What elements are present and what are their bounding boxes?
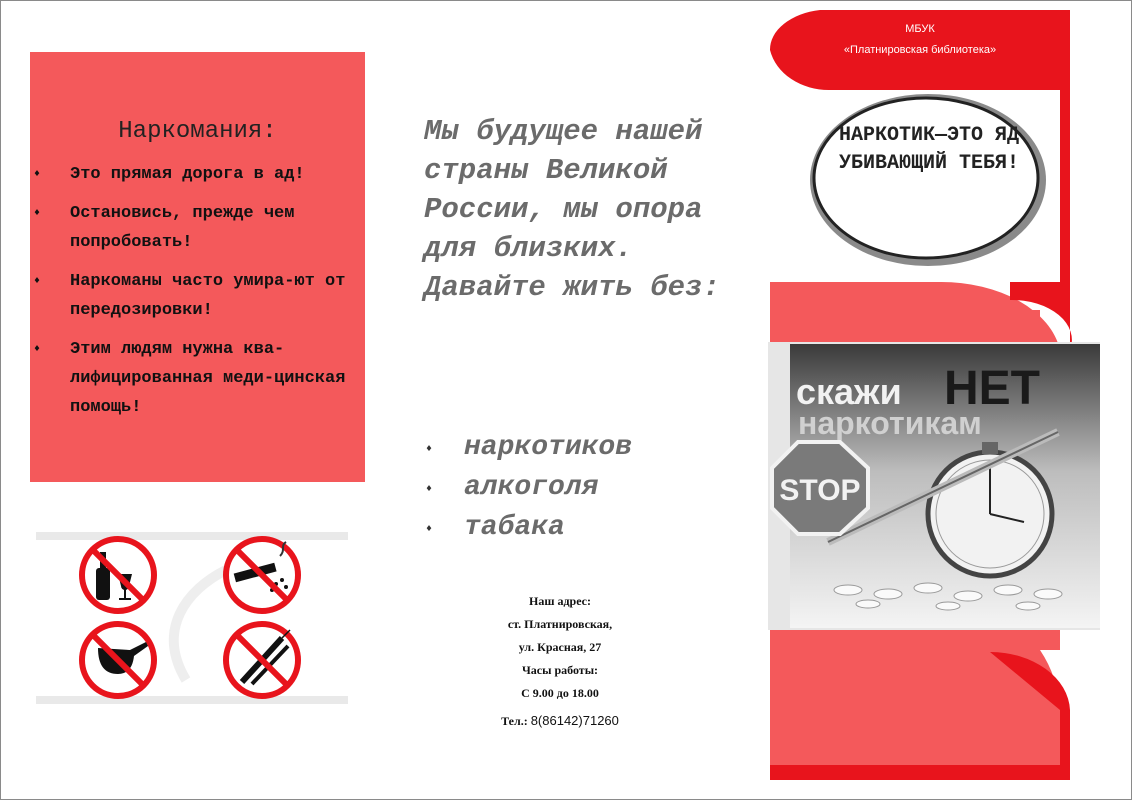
- diamond-bullet-icon: ♦: [426, 484, 433, 495]
- poster-word-no: НЕТ: [944, 362, 1040, 415]
- list-item: ♦ Этим людям нужна ква-лифицированная меди-цинская помощь!: [30, 335, 360, 422]
- say-no-poster: [768, 342, 1100, 630]
- diamond-bullet-icon: ♦: [34, 208, 41, 219]
- list-item: ♦ наркотиков: [424, 428, 632, 468]
- poster-word-drugs: наркотикам: [798, 405, 982, 441]
- no-smoking-icon: [226, 539, 298, 611]
- poster-word-say: скажи: [796, 371, 902, 412]
- phone-number: 8(86142)71260: [530, 713, 619, 728]
- addiction-title: Наркомания:: [118, 118, 277, 145]
- library-address: [470, 590, 650, 733]
- org-name-line-2: «Платнировская библиотека»: [843, 44, 997, 56]
- no-alcohol-icon: [82, 539, 154, 611]
- without-list: [424, 428, 632, 548]
- diamond-bullet-icon: ♦: [426, 444, 433, 455]
- main-slogan: Мы будущее нашей страны Великой России, мы опора для близких. Давайте жить без:: [424, 115, 720, 304]
- address-label: Наш адрес:: [528, 594, 591, 608]
- hours-value: С 9.00 до 18.00: [521, 686, 599, 700]
- list-item: ♦ алкоголя: [424, 468, 632, 508]
- no-pipe-icon: [82, 624, 154, 696]
- phone: [470, 709, 650, 733]
- addiction-facts-list: [30, 160, 360, 432]
- address-line-2: ул. Красная, 27: [518, 640, 602, 654]
- address-line-1: ст. Платнировская,: [507, 617, 613, 631]
- diamond-bullet-icon: ♦: [34, 344, 41, 355]
- addiction-info-box: [30, 52, 365, 482]
- list-item: ♦ Наркоманы часто умира-ют от передозировки!: [30, 267, 360, 325]
- diamond-bullet-icon: ♦: [34, 169, 41, 180]
- oval-slogan: НАРКОТИК—ЭТО ЯД УБИВАЮЩИЙ ТЕБЯ!: [838, 124, 1020, 175]
- prohibition-pictograms: [36, 530, 348, 706]
- list-item: ♦ Это прямая дорога в ад!: [30, 160, 360, 189]
- org-name-line-1: МБУК: [905, 23, 935, 35]
- diamond-bullet-icon: ♦: [426, 524, 433, 535]
- no-syringe-icon: [226, 624, 298, 696]
- phone-label: Тел.:: [501, 714, 528, 728]
- hours-label: Часы работы:: [521, 663, 599, 677]
- stop-sign-text: STOP: [779, 474, 861, 507]
- list-item: ♦ Остановись, прежде чем попробовать!: [30, 199, 360, 257]
- diamond-bullet-icon: ♦: [34, 276, 41, 287]
- list-item: ♦ табака: [424, 508, 632, 548]
